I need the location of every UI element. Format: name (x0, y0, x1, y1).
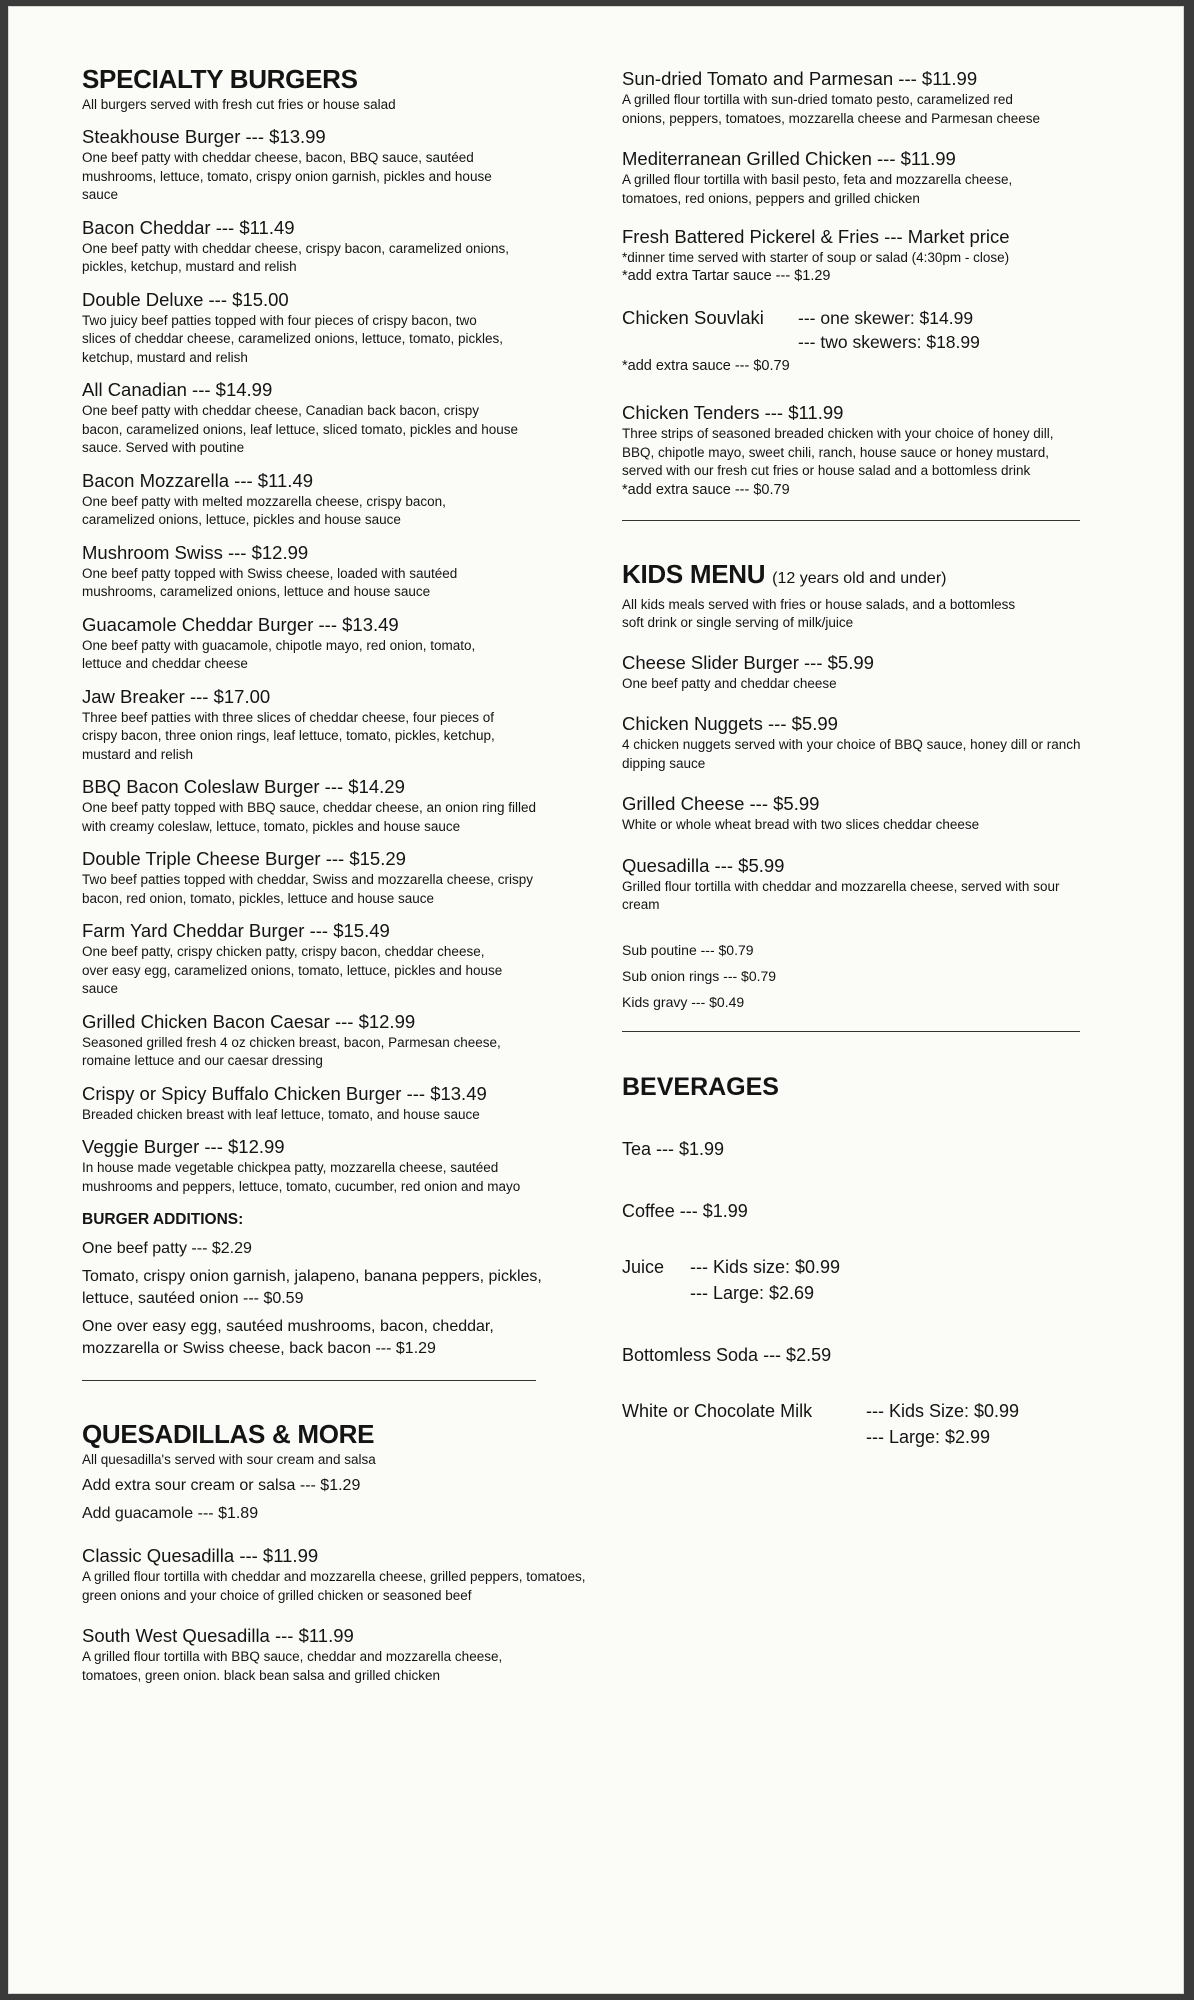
item-desc: Seasoned grilled fresh 4 oz chicken breast, bacon, Parmesan cheese, romaine lettuce and our caesar dressing (82, 1034, 501, 1068)
menu-item (82, 1083, 622, 1125)
item-name: Bacon Cheddar --- $11.49 (82, 216, 295, 238)
item-name: Bacon Mozzarella --- $11.49 (82, 469, 314, 491)
item-name: All Canadian --- $14.99 (82, 379, 273, 400)
item-desc: One beef patty with cheddar cheese, Canadian back bacon, crispy bacon, caramelized onions, leaf lettuce, sliced tomato, pickles and house sauce. Served with poutine (82, 403, 519, 455)
item-name: Sun-dried Tomato and Parmesan --- $11.99 (622, 68, 978, 89)
burger-addition: One beef patty --- $2.29 (82, 1240, 252, 1257)
menu-item (82, 289, 622, 368)
item-note: *dinner time served with starter of soup or salad (4:30pm - close) (622, 250, 1010, 265)
item-name: South West Quesadilla --- $11.99 (82, 1625, 354, 1646)
item-name: Cheese Slider Burger --- $5.99 (622, 651, 874, 673)
menu-item (82, 379, 622, 458)
menu-item (82, 542, 622, 602)
item-desc: One beef patty with cheddar cheese, crispy bacon, caramelized onions, pickles, ketchup, mustard and relish (82, 240, 509, 274)
menu-item (82, 1011, 622, 1071)
kids-item (622, 652, 1122, 694)
item-name: Mediterranean Grilled Chicken --- $11.99 (622, 148, 956, 169)
item-desc: A grilled flour tortilla with sun-dried tomato pesto, caramelized red onions, peppers, tomatoes, mozzarella cheese and Parmesan cheese (622, 92, 1040, 126)
kids-item (622, 855, 1122, 915)
beverages-title: BEVERAGES (622, 1072, 779, 1101)
beverage-label: White or Chocolate Milk (622, 1400, 813, 1421)
menu-item (622, 148, 1122, 208)
kids-title-text: KIDS MENU (622, 558, 766, 589)
beverage-juice (622, 1254, 1122, 1306)
item-name: Classic Quesadilla --- $11.99 (82, 1545, 319, 1566)
section-divider (82, 1380, 536, 1381)
item-name: Crispy or Spicy Buffalo Chicken Burger --- $13.49 (82, 1082, 487, 1104)
item-desc: In house made vegetable chickpea patty, mozzarella cheese, sautéed mushrooms and peppers, lettuce, tomato, cucumber, red onion and mayo (82, 1160, 521, 1194)
menu-item (82, 217, 622, 277)
quesadilla-extra: Add extra sour cream or salsa --- $1.29 (82, 1477, 361, 1494)
section-divider (622, 520, 1080, 521)
item-name: Grilled Cheese --- $5.99 (622, 793, 820, 814)
kids-title (622, 559, 1122, 594)
beverage-coffee: Coffee --- $1.99 (622, 1200, 748, 1221)
menu-item (82, 126, 622, 205)
kids-list (622, 652, 1122, 915)
kids-item (622, 793, 1122, 835)
item-desc: 4 chicken nuggets served with your choice of BBQ sauce, honey dill or ranch dipping sauce (622, 737, 1081, 771)
beverage-option: --- Large: $2.69 (690, 1282, 815, 1303)
menu-item (622, 226, 1122, 286)
item-desc: One beef patty topped with BBQ sauce, cheddar cheese, an onion ring filled with creamy coleslaw, lettuce, tomato, pickles and house sauce (82, 800, 537, 834)
item-desc: One beef patty and cheddar cheese (622, 675, 837, 691)
kids-title-note: (12 years old and under) (772, 569, 947, 587)
menu-item (82, 614, 622, 674)
item-note: *add extra sauce --- $0.79 (622, 358, 790, 374)
souvlaki-item (622, 306, 1122, 376)
item-name: Chicken Souvlaki (622, 307, 764, 328)
kids-sub: Sub poutine --- $0.79 (622, 941, 754, 958)
item-name: Jaw Breaker --- $17.00 (82, 685, 271, 707)
item-desc: A grilled flour tortilla with BBQ sauce, cheddar and mozzarella cheese, tomatoes, green onion. black bean salsa and grilled chicken (82, 1649, 503, 1683)
burger-addition: One over easy egg, sautéed mushrooms, bacon, cheddar, mozzarella or Swiss cheese, back bacon --- $1.29 (82, 1318, 494, 1357)
item-note: *add extra sauce --- $0.79 (622, 481, 790, 498)
item-desc: Two juicy beef patties topped with four pieces of crispy bacon, two slices of cheddar cheese, caramelized onions, lettuce, tomato, pickles, ketchup, mustard and relish (82, 312, 503, 365)
quesadillas-title: QUESADILLAS & MORE (82, 1419, 375, 1449)
souvlaki-option: --- two skewers: $18.99 (798, 332, 980, 352)
kids-subtitle: All kids meals served with fries or house salads, and a bottomless soft drink or single serving of milk/juice (622, 596, 1016, 630)
burger-additions-title: BURGER ADDITIONS: (82, 1211, 244, 1228)
section-divider (622, 1031, 1080, 1032)
item-desc: White or whole wheat bread with two slices cheddar cheese (622, 817, 980, 832)
menu-item (622, 68, 1122, 128)
burgers-subtitle: All burgers served with fresh cut fries or house salad (82, 97, 396, 112)
item-name: Grilled Chicken Bacon Caesar --- $12.99 (82, 1010, 416, 1032)
left-column (82, 64, 622, 1685)
beverage-option: --- Kids Size: $0.99 (866, 1400, 1020, 1421)
item-desc: A grilled flour tortilla with basil pesto, feta and mozzarella cheese, tomatoes, red onions, peppers and grilled chicken (622, 172, 1013, 206)
kids-sub: Kids gravy --- $0.49 (622, 993, 745, 1010)
item-desc: One beef patty with melted mozzarella cheese, crispy bacon, caramelized onions, lettuce, pickles and house sauce (82, 493, 446, 527)
item-name: Farm Yard Cheddar Burger --- $15.49 (82, 920, 390, 941)
quesadillas-subtitle: All quesadilla's served with sour cream and salsa (82, 1452, 376, 1467)
item-desc: Breaded chicken breast with leaf lettuce, tomato, and house sauce (82, 1106, 480, 1122)
beverage-option: --- Kids size: $0.99 (690, 1256, 841, 1277)
item-desc: One beef patty, crispy chicken patty, crispy bacon, cheddar cheese, over easy egg, caramelized onions, tomato, lettuce, pickles and house sauce (82, 944, 503, 996)
menu-item (82, 1136, 622, 1196)
kids-item (622, 713, 1122, 773)
burger-addition: Tomato, crispy onion garnish, jalapeno, banana peppers, pickles, lettuce, sautéed onion --- $0.59 (82, 1268, 542, 1307)
souvlaki-option: --- one skewer: $14.99 (798, 308, 974, 328)
menu-item (622, 402, 1122, 500)
item-desc: One beef patty topped with Swiss cheese, loaded with sautéed mushrooms, caramelized onions, lettuce and house sauce (82, 565, 458, 599)
beverage-tea: Tea --- $1.99 (622, 1138, 725, 1159)
menu-item (82, 848, 622, 908)
item-name: Fresh Battered Pickerel & Fries --- Market price (622, 226, 1010, 247)
right-column (622, 68, 1122, 1450)
menu-item (82, 776, 622, 836)
item-desc: Grilled flour tortilla with cheddar and mozzarella cheese, served with sour cream (622, 878, 1060, 912)
item-desc: A grilled flour tortilla with cheddar and mozzarella cheese, grilled peppers, tomatoes, green onions and your choice of grilled chicken or seasoned beef (82, 1569, 586, 1603)
beverage-milk (622, 1398, 1122, 1450)
item-desc: One beef patty with cheddar cheese, bacon, BBQ sauce, sautéed mushrooms, lettuce, tomato, crispy onion garnish, pickles and house sauce (82, 150, 492, 202)
menu-item (82, 686, 622, 765)
item-name: Veggie Burger --- $12.99 (82, 1136, 285, 1157)
item-name: Double Triple Cheese Burger --- $15.29 (82, 848, 406, 869)
quesadilla-extra: Add guacamole --- $1.89 (82, 1505, 259, 1522)
burgers-title: SPECIALTY BURGERS (82, 64, 358, 94)
item-name: Chicken Tenders --- $11.99 (622, 402, 844, 423)
item-name: Mushroom Swiss --- $12.99 (82, 541, 309, 563)
item-name: Double Deluxe --- $15.00 (82, 288, 289, 310)
beverage-label: Juice (622, 1256, 665, 1277)
item-note: *add extra Tartar sauce --- $1.29 (622, 268, 831, 284)
menu-item (82, 920, 622, 999)
item-name: BBQ Bacon Coleslaw Burger --- $14.29 (82, 776, 405, 797)
menu-item (82, 1625, 622, 1685)
beverage-option: --- Large: $2.99 (866, 1426, 991, 1447)
menu-item (82, 1545, 622, 1605)
item-name: Chicken Nuggets --- $5.99 (622, 713, 838, 734)
item-name: Quesadilla --- $5.99 (622, 854, 785, 876)
item-desc: Three beef patties with three slices of cheddar cheese, four pieces of crispy bacon, three onion rings, leaf lettuce, tomato, pickles, ketchup, mustard and relish (82, 709, 495, 762)
item-name: Guacamole Cheddar Burger --- $13.49 (82, 613, 399, 635)
burger-list (82, 126, 622, 1196)
menu-item (82, 470, 622, 530)
item-name: Steakhouse Burger --- $13.99 (82, 126, 326, 147)
item-desc: Three strips of seasoned breaded chicken with your choice of honey dill, BBQ, chipotle mayo, sweet chili, ranch, house sauce or honey mustard, served with our fresh cut fries or house salad and a bottomless drink (622, 426, 1054, 478)
beverage-soda: Bottomless Soda --- $2.59 (622, 1344, 832, 1365)
item-desc: One beef patty with guacamole, chipotle mayo, red onion, tomato, lettuce and cheddar cheese (82, 637, 476, 671)
item-desc: Two beef patties topped with cheddar, Swiss and mozzarella cheese, crispy bacon, red onion, tomato, pickles, lettuce and house sauce (82, 872, 533, 906)
kids-sub: Sub onion rings --- $0.79 (622, 967, 777, 984)
kids-subs (622, 937, 1122, 1015)
menu-page (8, 6, 1184, 1994)
